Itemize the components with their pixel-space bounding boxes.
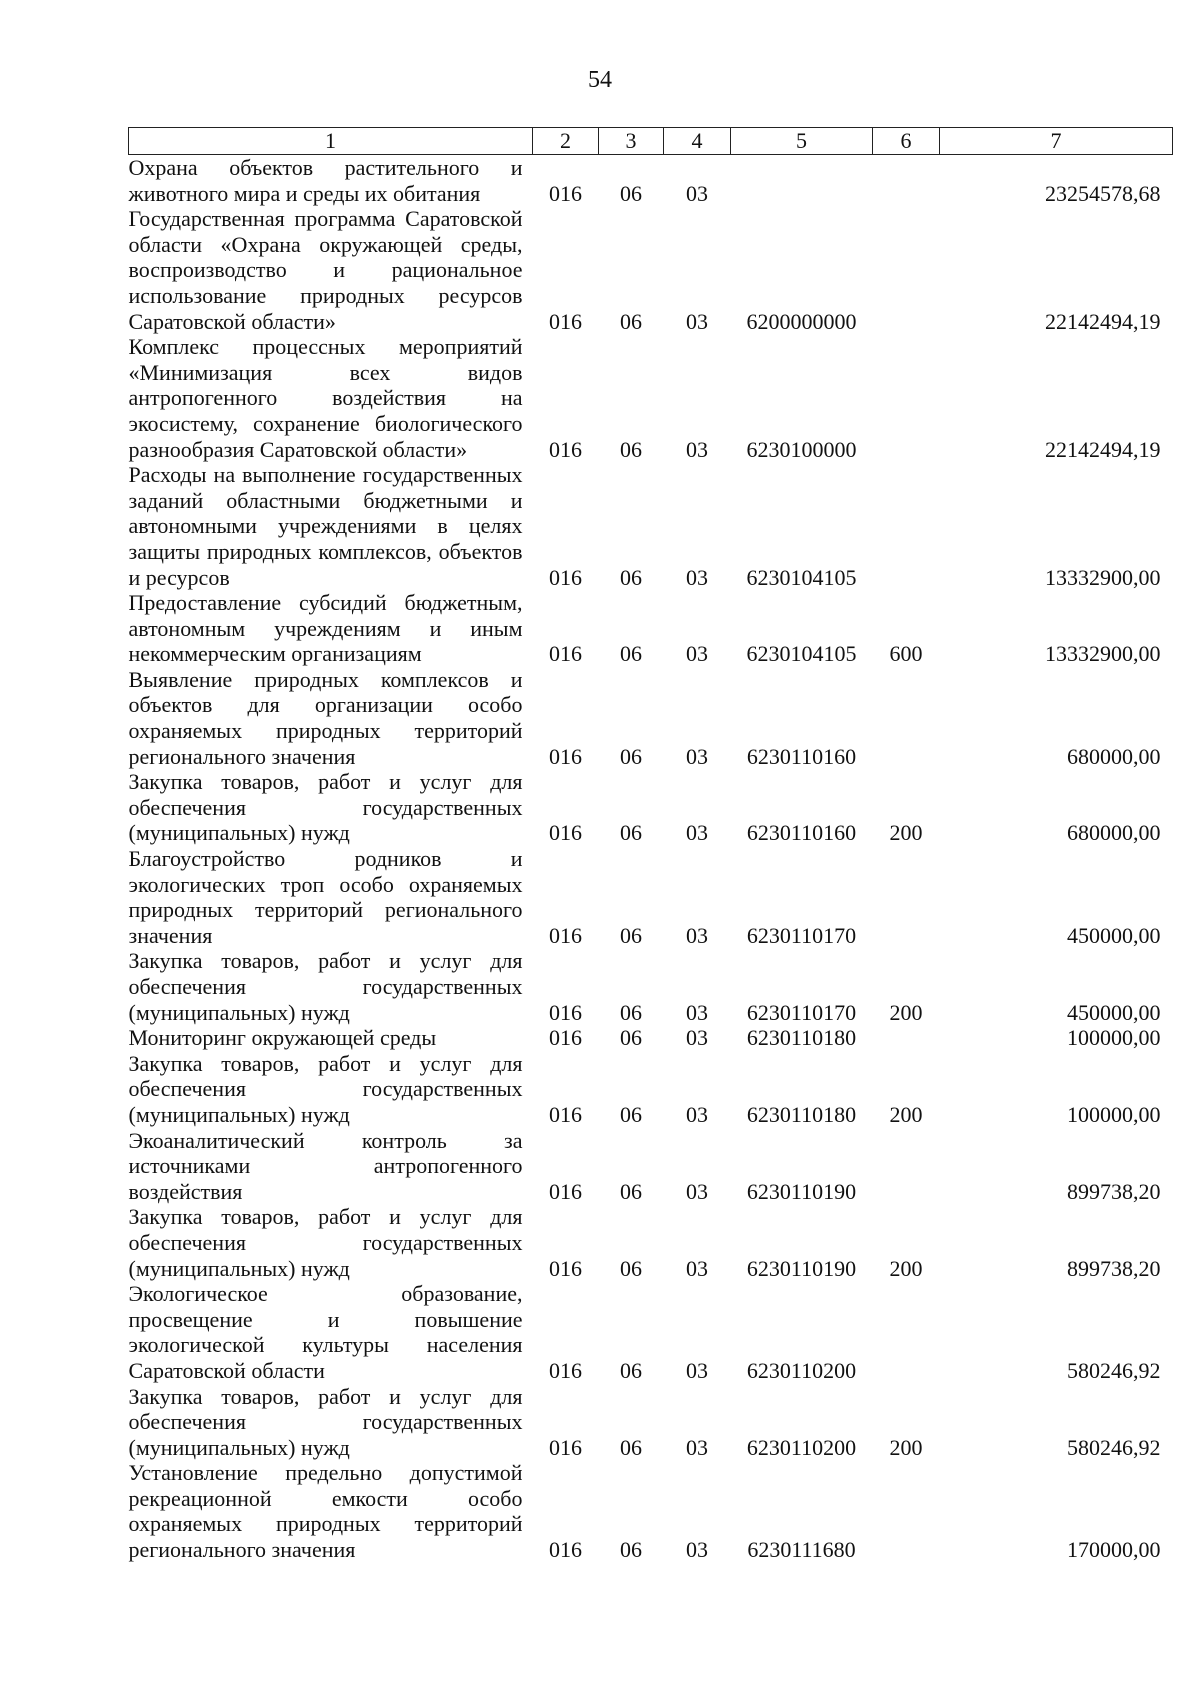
column-header: 6: [873, 128, 940, 155]
row-col2: 016: [549, 1178, 582, 1204]
row-col3: 06: [620, 436, 642, 462]
row-description: Закупка товаров, работ и услуг для обеспечения государственных (муниципальных) нужд: [128, 948, 523, 1025]
table-row: [129, 462, 1173, 590]
row-col5: [731, 155, 873, 207]
row-col2: 016: [549, 436, 582, 462]
row-col6: [873, 1460, 940, 1562]
row-amount: 13332900,00: [1045, 641, 1161, 667]
table-row: [129, 1204, 1173, 1281]
row-col2: 016: [549, 641, 582, 667]
row-col5: 6230110170: [746, 999, 857, 1025]
table-row: [129, 846, 1173, 948]
row-col3: 06: [620, 1255, 642, 1281]
row-amount: 450000,00: [1067, 999, 1161, 1025]
table-body: [129, 155, 1173, 1563]
row-col3: 06: [620, 1357, 642, 1383]
row-description: Предоставление субсидий бюджетным, автономным учреждениям и иным некоммерческим организациям: [128, 590, 523, 667]
table-row: [129, 1025, 1173, 1051]
row-col2: 016: [549, 922, 582, 948]
table-row: [129, 155, 1173, 207]
row-col5: 6230104105: [746, 564, 857, 590]
row-col5: 6230104105: [746, 641, 857, 667]
table-row: [129, 1128, 1173, 1205]
row-amount: 22142494,19: [1045, 436, 1161, 462]
row-col2: 016: [549, 1101, 582, 1127]
row-description: Расходы на выполнение государственных заданий областными бюджетными и автономными учреждениями в целях защиты природных комплексов, объектов и ресурсов: [128, 462, 523, 590]
column-header: 7: [940, 128, 1173, 155]
row-col3: 06: [620, 641, 642, 667]
row-col5: 6230110200: [746, 1434, 857, 1460]
row-col2: 016: [549, 1255, 582, 1281]
row-col5: 6230110190: [746, 1255, 857, 1281]
column-header: 1: [129, 128, 533, 155]
row-col5: 6230110170: [746, 922, 857, 948]
row-col5: 6230110180: [746, 1101, 857, 1127]
row-col2: 016: [549, 564, 582, 590]
row-col6: [873, 667, 940, 769]
header-row: [129, 128, 1173, 155]
table-row: [129, 948, 1173, 1025]
row-col2: 016: [549, 1537, 582, 1563]
row-col2: 016: [549, 743, 582, 769]
row-col4: 03: [686, 820, 708, 846]
row-description: Закупка товаров, работ и услуг для обеспечения государственных (муниципальных) нужд: [128, 1050, 523, 1127]
table-row: [129, 1460, 1173, 1562]
row-amount: 100000,00: [1067, 1101, 1161, 1127]
row-amount: 899738,20: [1067, 1178, 1161, 1204]
row-col2: 016: [549, 180, 582, 206]
row-description: Закупка товаров, работ и услуг для обеспечения государственных (муниципальных) нужд: [128, 1383, 523, 1460]
page-number: 54: [588, 67, 612, 93]
row-col6: [873, 462, 940, 590]
row-col3: 06: [620, 1101, 642, 1127]
row-col5: 6230111680: [747, 1537, 856, 1563]
row-col3: 06: [620, 820, 642, 846]
row-col5: 6230110200: [746, 1357, 857, 1383]
row-col2: 016: [549, 999, 582, 1025]
table-header: [129, 128, 1173, 155]
row-amount: 23254578,68: [1045, 180, 1161, 206]
row-col4: 03: [686, 308, 708, 334]
row-col3: 06: [620, 922, 642, 948]
row-amount: 680000,00: [1067, 820, 1161, 846]
row-col4: 03: [686, 1434, 708, 1460]
row-col3: 06: [620, 308, 642, 334]
row-amount: 170000,00: [1067, 1537, 1161, 1563]
row-amount: 680000,00: [1067, 743, 1161, 769]
row-col2: 016: [549, 820, 582, 846]
row-col6: [873, 155, 940, 207]
column-header: 2: [533, 128, 599, 155]
row-col4: 03: [686, 436, 708, 462]
row-col4: 03: [686, 743, 708, 769]
row-col3: 06: [620, 564, 642, 590]
row-col6: [873, 1025, 940, 1051]
row-description: Государственная программа Саратовской области «Охрана окружающей среды, воспроизводство и рациональное использование природных ресурсов Саратовской области»: [128, 206, 523, 334]
row-col6: 200: [889, 1434, 923, 1460]
row-col6: [873, 334, 940, 462]
row-amount: 899738,20: [1067, 1255, 1161, 1281]
row-col3: 06: [620, 743, 642, 769]
column-header: 4: [664, 128, 731, 155]
row-col3: 06: [620, 1025, 642, 1051]
table-row: [129, 667, 1173, 769]
row-description: Закупка товаров, работ и услуг для обеспечения государственных (муниципальных) нужд: [128, 1204, 523, 1281]
table-row: [129, 206, 1173, 334]
row-col3: 06: [620, 999, 642, 1025]
row-col2: 016: [549, 1025, 582, 1051]
table-row: [129, 1384, 1173, 1461]
column-header: 5: [731, 128, 873, 155]
row-description: Комплекс процессных мероприятий «Минимизация всех видов антропогенного воздействия на экосистему, сохранение биологического разнообразия Саратовской области»: [128, 334, 523, 462]
row-col2: 016: [549, 1434, 582, 1460]
row-col4: 03: [686, 1255, 708, 1281]
row-col5: 6230110180: [746, 1025, 857, 1051]
table-row: [129, 334, 1173, 462]
row-col4: 03: [686, 1101, 708, 1127]
row-description: Экологическое образование, просвещение и повышение экологической культуры населения Саратовской области: [128, 1281, 523, 1383]
row-amount: 22142494,19: [1045, 308, 1161, 334]
table-row: [129, 1281, 1173, 1383]
row-col4: 03: [686, 1025, 708, 1051]
row-col3: 06: [620, 1434, 642, 1460]
row-col4: 03: [686, 180, 708, 206]
row-col6: [873, 206, 940, 334]
row-col2: 016: [549, 308, 582, 334]
row-col2: 016: [549, 1357, 582, 1383]
row-col3: 06: [620, 1178, 642, 1204]
row-description: Установление предельно допустимой рекреационной емкости особо охраняемых природных территорий регионального значения: [128, 1460, 523, 1563]
row-col6: [873, 1128, 940, 1205]
row-description: Мониторинг окружающей среды: [128, 1025, 437, 1051]
row-col5: 6230110190: [746, 1178, 857, 1204]
row-col4: 03: [686, 1537, 708, 1563]
row-col6: [873, 846, 940, 948]
row-description: Выявление природных комплексов и объектов для организации особо охраняемых природных территорий регионального значения: [128, 666, 523, 769]
row-col3: 06: [620, 180, 642, 206]
row-col4: 03: [686, 564, 708, 590]
row-description: Охрана объектов растительного и животного мира и среды их обитания: [128, 155, 523, 206]
row-col6: 200: [889, 1101, 923, 1127]
row-col5: 6230110160: [746, 820, 857, 846]
row-amount: 100000,00: [1067, 1025, 1161, 1051]
row-description: Экоаналитический контроль за источниками антропогенного воздействия: [128, 1127, 523, 1204]
row-col5: 6230110160: [746, 743, 857, 769]
row-col6: 200: [889, 820, 923, 846]
table-row: [129, 1051, 1173, 1128]
row-col4: 03: [686, 922, 708, 948]
row-col5: 6200000000: [746, 308, 857, 334]
row-col3: 06: [620, 1537, 642, 1563]
row-amount: 13332900,00: [1045, 564, 1161, 590]
row-col4: 03: [686, 999, 708, 1025]
row-col6: [873, 1281, 940, 1383]
table-row: [129, 590, 1173, 667]
row-description: Благоустройство родников и экологических троп особо охраняемых природных территорий регионального значения: [128, 846, 523, 948]
row-col6: 200: [889, 999, 923, 1025]
row-amount: 580246,92: [1067, 1357, 1161, 1383]
row-col4: 03: [686, 1178, 708, 1204]
table-row: [129, 769, 1173, 846]
column-header: 3: [599, 128, 664, 155]
row-amount: 580246,92: [1067, 1434, 1161, 1460]
budget-table: [128, 127, 1173, 1563]
row-col4: 03: [686, 641, 708, 667]
row-col6: 200: [889, 1255, 923, 1281]
row-col5: 6230100000: [746, 436, 857, 462]
row-amount: 450000,00: [1067, 922, 1161, 948]
row-col4: 03: [686, 1357, 708, 1383]
row-col6: 600: [889, 641, 923, 667]
row-description: Закупка товаров, работ и услуг для обеспечения государственных (муниципальных) нужд: [128, 769, 523, 846]
